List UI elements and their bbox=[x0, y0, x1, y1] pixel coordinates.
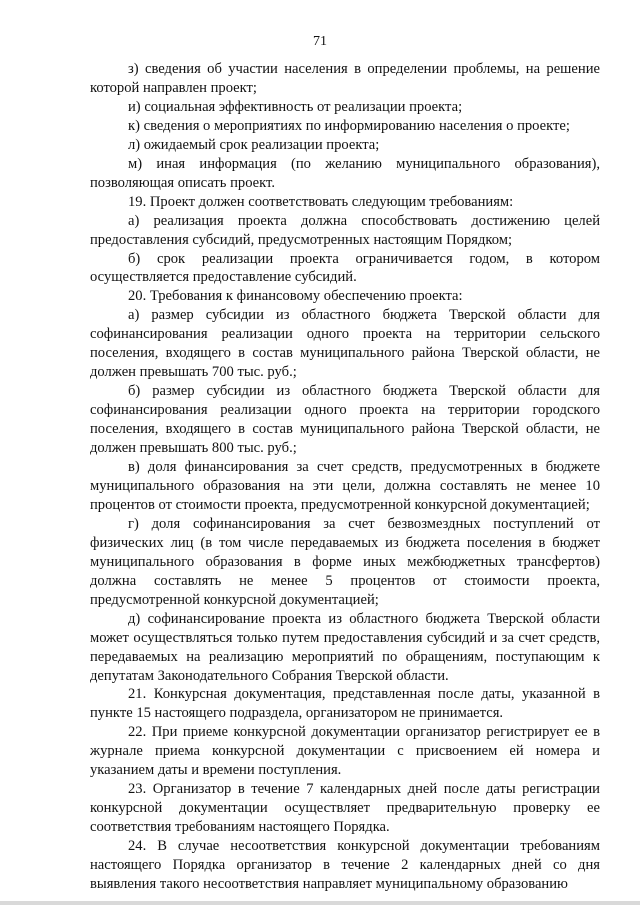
paragraph-m: м) иная информация (по желанию муниципального образования), позволяющая описать проект. bbox=[90, 155, 600, 191]
page-number: 71 bbox=[313, 34, 327, 49]
paragraph-23: 23. Организатор в течение 7 календарных дней после даты регистрации конкурсной документации осуществляет предварительную проверку ее соответствия требованиям настоящего Порядка. bbox=[90, 781, 600, 836]
paragraph-20-g: г) доля софинансирования за счет безвозмездных поступлений от физических лиц (в том числе передаваемых из бюджета поселения в бюджет муниципального образования в форме иных межбюджетных трансфертов) должна составлять не менее 5 процентов от стоимости проекта, предусмотренной конкурсной документацией; bbox=[90, 515, 600, 608]
paragraph-20: 20. Требования к финансовому обеспечению проекта: bbox=[128, 288, 463, 305]
paragraph-24: 24. В случае несоответствия конкурсной документации требованиям настоящего Порядка организатор в течение 2 календарных дней со дня выявления такого несоответствия направляет муниципальному образованию bbox=[90, 838, 600, 892]
page-bottom-edge bbox=[0, 901, 640, 905]
paragraph-19: 19. Проект должен соответствовать следующим требованиям: bbox=[128, 193, 514, 210]
paragraph-20-a: а) размер субсидии из областного бюджета Тверской области для софинансирования реализации одного проекта на территории сельского поселения, входящего в состав муниципального района Тверской области, не должен превышать 700 тыс. руб.; bbox=[90, 307, 600, 381]
paragraph-20-v: в) доля финансирования за счет средств, предусмотренных в бюджете муниципального образования на эти цели, должна составлять не менее 10 процентов от стоимости проекта, предусмотренной конкурсной документацией; bbox=[90, 459, 600, 513]
paragraph-z: з) сведения об участии населения в определении проблемы, на решение которой направлен проект; bbox=[90, 61, 600, 96]
paragraph-20-b: б) размер субсидии из областного бюджета Тверской области для софинансирования реализации одного проекта на территории городского поселения, входящего в состав муниципального района Тверской области, не должен превышать 800 тыс. руб.; bbox=[90, 383, 600, 457]
paragraph-i: и) социальная эффективность от реализации проекта; bbox=[128, 98, 463, 115]
paragraph-22: 22. При приеме конкурсной документации организатор регистрирует ее в журнале приема конкурсной документации с присвоением ей номера и указанием даты и времени поступления. bbox=[90, 724, 600, 779]
paragraph-21: 21. Конкурсная документация, представленная после даты, указанной в пункте 15 настоящего подраздела, организатором не принимается. bbox=[90, 686, 600, 722]
page-body bbox=[90, 60, 600, 894]
paragraph-k: к) сведения о мероприятиях по информированию населения о проекте; bbox=[128, 117, 570, 134]
paragraph-l: л) ожидаемый срок реализации проекта; bbox=[128, 136, 380, 153]
paragraph-19-a: а) реализация проекта должна способствовать достижению целей предоставления субсидий, предусмотренных настоящим Порядком; bbox=[90, 212, 600, 248]
paragraph-20-d: д) софинансирование проекта из областного бюджета Тверской области может осуществляться только путем предоставления субсидий и за счет средств, передаваемых на реализацию мероприятий по обращениям, поступающим к депутатам Законодательного Собрания Тверской области. bbox=[90, 610, 600, 684]
paragraph-19-b: б) срок реализации проекта ограничивается годом, в котором осуществляется предоставление субсидий. bbox=[90, 250, 600, 286]
